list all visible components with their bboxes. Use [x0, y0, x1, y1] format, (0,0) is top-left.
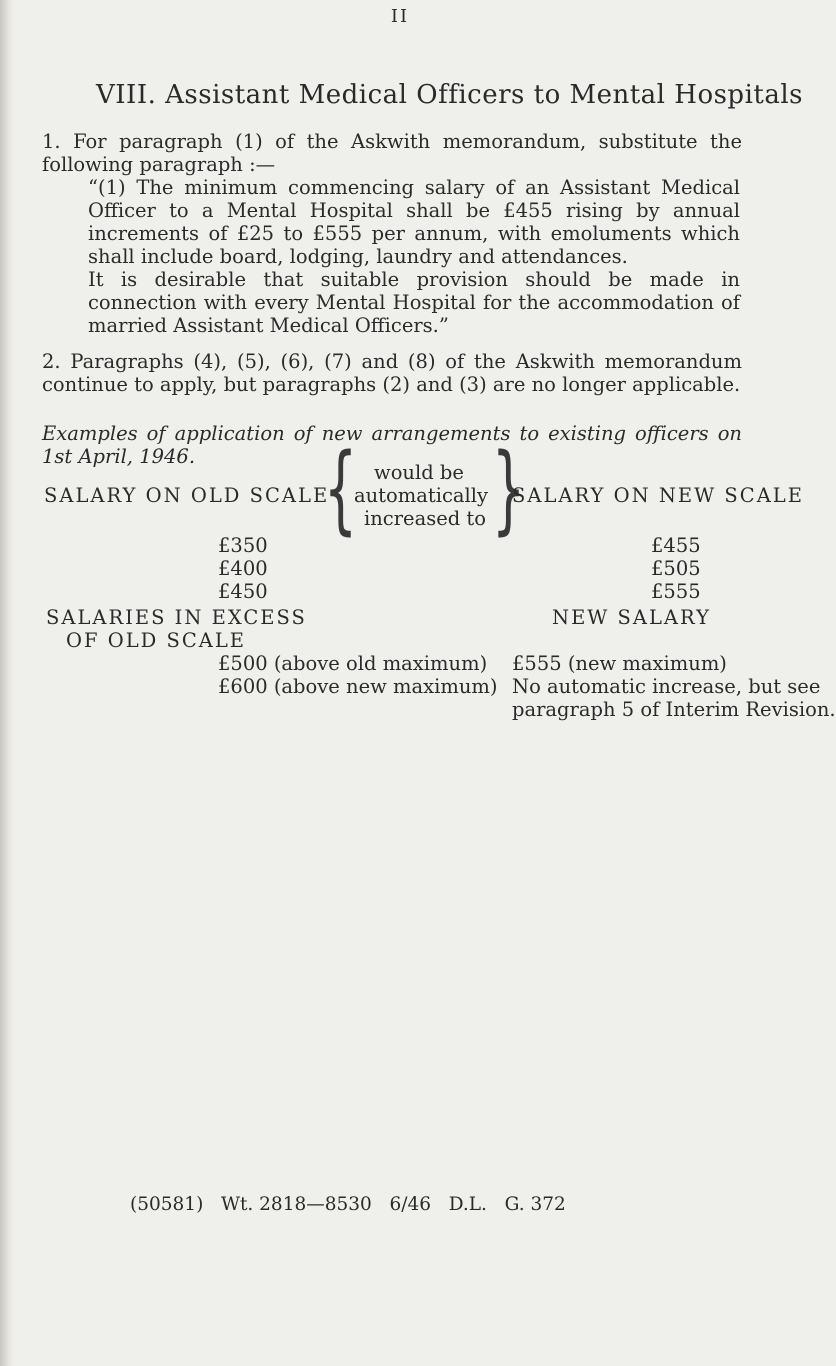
- printer-imprint: [130, 1194, 566, 1215]
- imprint-ref: G. 372: [504, 1194, 566, 1215]
- examples-heading: Examples of application of new arrangements to existing officers on 1st April, 1946.: [42, 422, 742, 468]
- new-salary-row-3: £555: [651, 580, 701, 603]
- new-salary-row-1: £455: [651, 534, 701, 557]
- left-brace: {: [323, 433, 358, 545]
- imprint-details: Wt. 2818—8530: [220, 1194, 372, 1215]
- excess-header-line-1: SALARIES IN EXCESS: [46, 606, 307, 629]
- new-salary-row-2: £505: [651, 557, 701, 580]
- right-brace: }: [491, 433, 526, 545]
- old-scale-header: SALARY ON OLD SCALE: [44, 484, 330, 507]
- old-salary-row-3: £450: [218, 580, 268, 603]
- paragraph-1-intro: 1. For paragraph (1) of the Askwith memorandum, substitute the following paragraph :—: [42, 130, 742, 176]
- middle-header-line-3: increased to: [364, 507, 487, 530]
- section-title: VIII. Assistant Medical Officers to Mental Hospitals: [96, 80, 804, 110]
- excess-new-row-2-line-2: paragraph 5 of Interim Revision.: [512, 698, 836, 721]
- paragraph-1-quote-salary: “(1) The minimum commencing salary of an Assistant Medical Officer to a Mental Hospital shall be £455 rising by annual increments of £25 to £555 per annum, with emoluments which shall include board, lodging, laundry and attendances.: [88, 176, 740, 268]
- imprint-initials: D.L.: [448, 1194, 487, 1215]
- imprint-code: (50581): [130, 1194, 204, 1215]
- paragraph-1-quote-accommodation: It is desirable that suitable provision should be made in connection with every Mental Hospital for the accommodation of married Assistant Medical Officers.”: [88, 268, 740, 337]
- excess-old-row-1: £500 (above old maximum): [218, 652, 488, 675]
- paragraph-2: 2. Paragraphs (4), (5), (6), (7) and (8) of the Askwith memorandum continue to apply, but paragraphs (2) and (3) are no longer applicable.: [42, 350, 742, 396]
- new-salary-header: NEW SALARY: [552, 606, 711, 629]
- excess-old-row-2: £600 (above new maximum): [218, 675, 498, 698]
- old-salary-row-2: £400: [218, 557, 268, 580]
- old-salary-row-1: £350: [218, 534, 268, 557]
- imprint-date: 6/46: [389, 1194, 432, 1215]
- middle-header-line-2: automatically: [354, 484, 488, 507]
- page-number: II: [390, 6, 410, 27]
- excess-header-line-2: OF OLD SCALE: [66, 629, 247, 652]
- middle-header-line-1: would be: [374, 461, 464, 484]
- new-scale-header: SALARY ON NEW SCALE: [512, 484, 804, 507]
- excess-new-row-2-line-1: No automatic increase, but see: [512, 675, 821, 698]
- page-shadow-edge: [0, 0, 14, 1366]
- excess-new-row-1: £555 (new maximum): [512, 652, 727, 675]
